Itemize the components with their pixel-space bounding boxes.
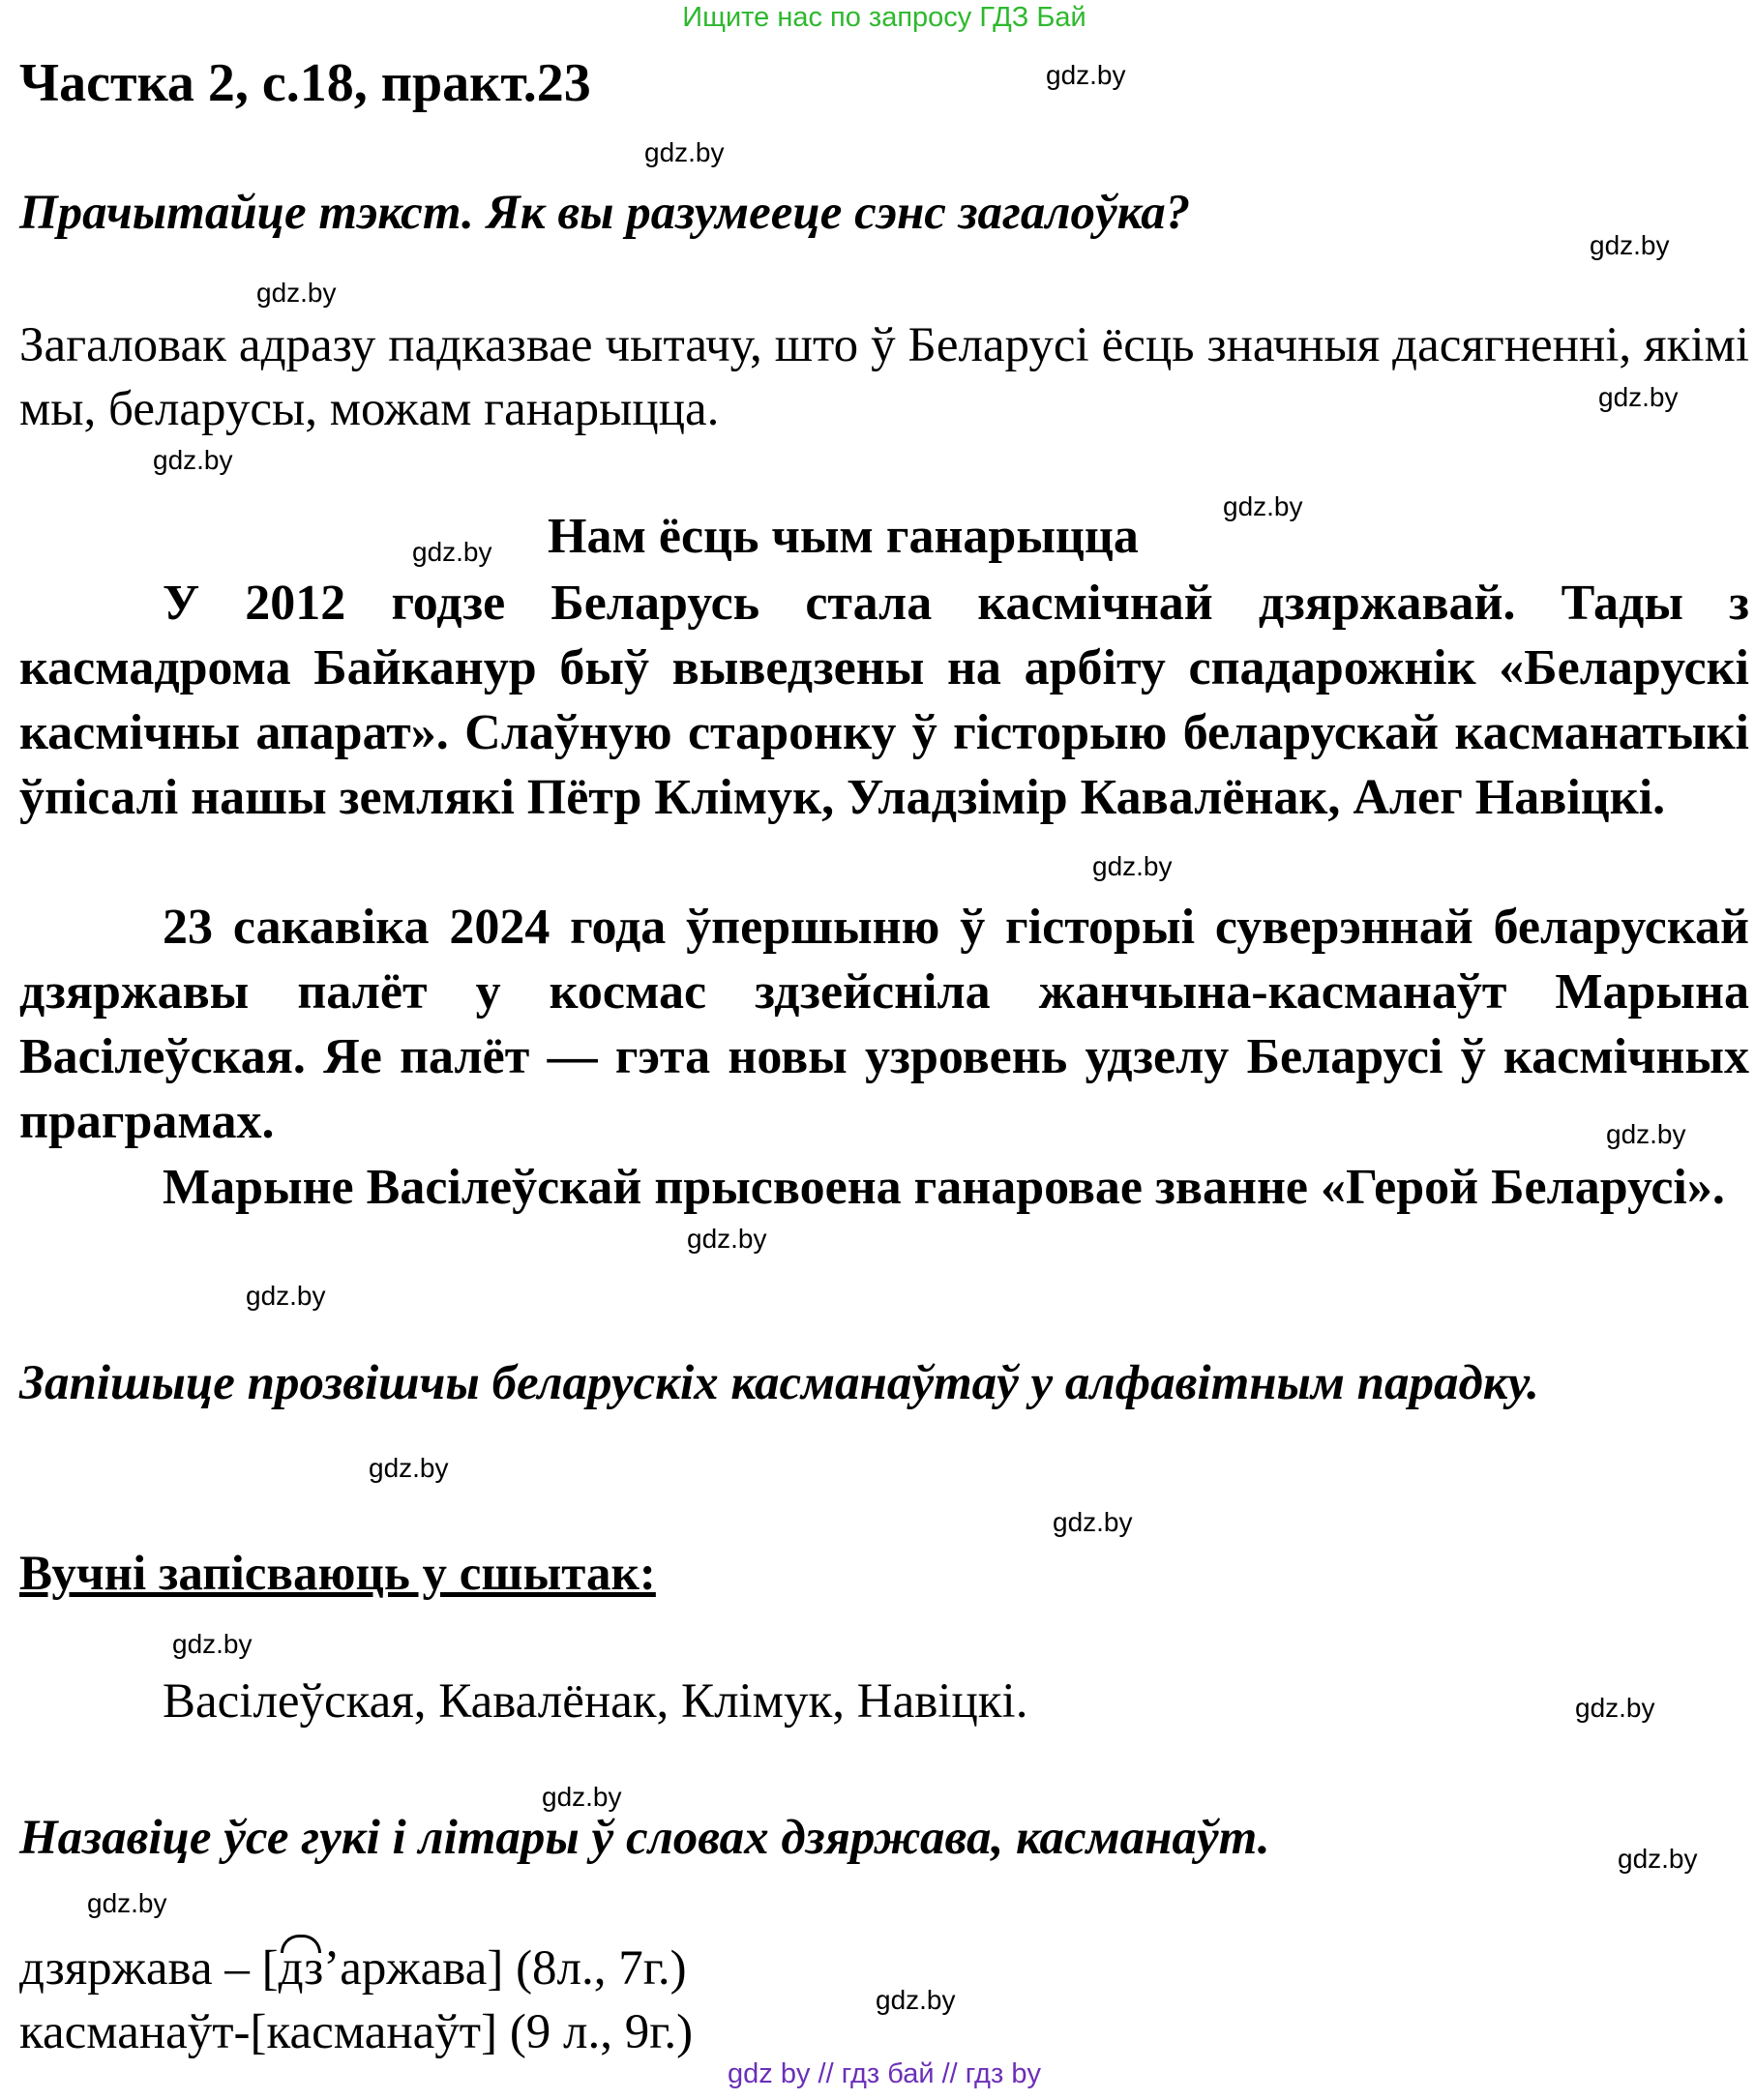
page-title: Частка 2, с.18, практ.23 [19,53,591,113]
watermark: gdz.by [1590,230,1670,260]
watermark: gdz.by [1598,382,1679,412]
document-page [19,0,1749,2100]
text-paragraph-1: У 2012 годзе Беларусь стала касмічнай дзяржавай. Тады з касмадрома Байканур быў выведзены на арбіту спадарожнік «Беларускі касмічны апарат». Слаўную старонку ў гісторыю беларускай касманатыкі ўпісалі нашы землякі Пётр Клімук, Уладзімір Кавалёнак, Алег Навіцкі. [19,576,1749,825]
task1-answer: Загаловак адразу падказвае чытачу, што ў Беларусі ёсць значныя дасягненні, якімі мы, беларусы, можам ганарыцца. [19,318,1749,436]
task2-subhead: Вучні запісваюць у сшытак: [19,1547,656,1601]
watermark: gdz.by [687,1224,767,1254]
text-paragraph-2: 23 сакавіка 2024 года ўпершыню ў гісторыі суверэннай беларускай дзяржавы палёт у космас здзейсніла жанчына-касманаўт Марына Васілеўская. Яе палёт — гэта новы узровень удзелу Беларусі ў касмічных праграмах. [19,900,1749,1149]
watermark: gdz.by [1092,851,1173,881]
watermark: gdz.by [256,278,337,308]
transcription-word-1: дзяржава – [ [19,1941,279,1996]
watermark: gdz.by [246,1281,326,1311]
ligature-arc: дз [279,1937,324,2000]
watermark: gdz.by [1575,1693,1655,1723]
task1-question: Прачытайце тэкст. Як вы разумееце сэнс загалоўка? [19,186,1191,240]
watermark: gdz.by [172,1629,253,1659]
watermark: gdz.by [644,137,725,167]
text-heading: Нам ёсць чым ганарыцца [548,509,1139,564]
watermark: gdz.by [1053,1507,1133,1537]
watermark: gdz.by [876,1985,956,2015]
transcription-line-1 [19,1937,687,2000]
task2-question: Запішыце прозвішчы беларускіх касманаўтаў у алфавітным парадку. [19,1356,1539,1410]
transcription-line-2: касманаўт-[касманаўт] (9 л., 9г.) [19,2005,694,2059]
task3-question: Назавіце ўсе гукі і літары ў словах дзяржава, касманаўт. [19,1811,1270,1865]
watermark: gdz.by [1606,1119,1686,1149]
watermark: gdz.by [412,537,492,567]
watermark: gdz.by [542,1782,622,1812]
watermark: gdz.by [369,1453,449,1483]
footer-links[interactable]: gdz by // гдз бай // гдз by [728,2058,1041,2089]
watermark: gdz.by [153,445,233,475]
text-paragraph-3: Марыне Васілеўскай прысвоена ганаровае званне «Герой Беларусі». [163,1160,1725,1215]
transcription-rest-1: ’аржава] (8л., 7г.) [323,1941,687,1996]
top-link[interactable]: Ищите нас по запросу ГДЗ Бай [682,2,1086,33]
watermark: gdz.by [1046,60,1126,90]
watermark: gdz.by [1618,1844,1698,1874]
watermark: gdz.by [1223,491,1303,521]
watermark: gdz.by [87,1888,167,1918]
task2-answer: Васілеўская, Кавалёнак, Клімук, Навіцкі. [163,1674,1028,1729]
